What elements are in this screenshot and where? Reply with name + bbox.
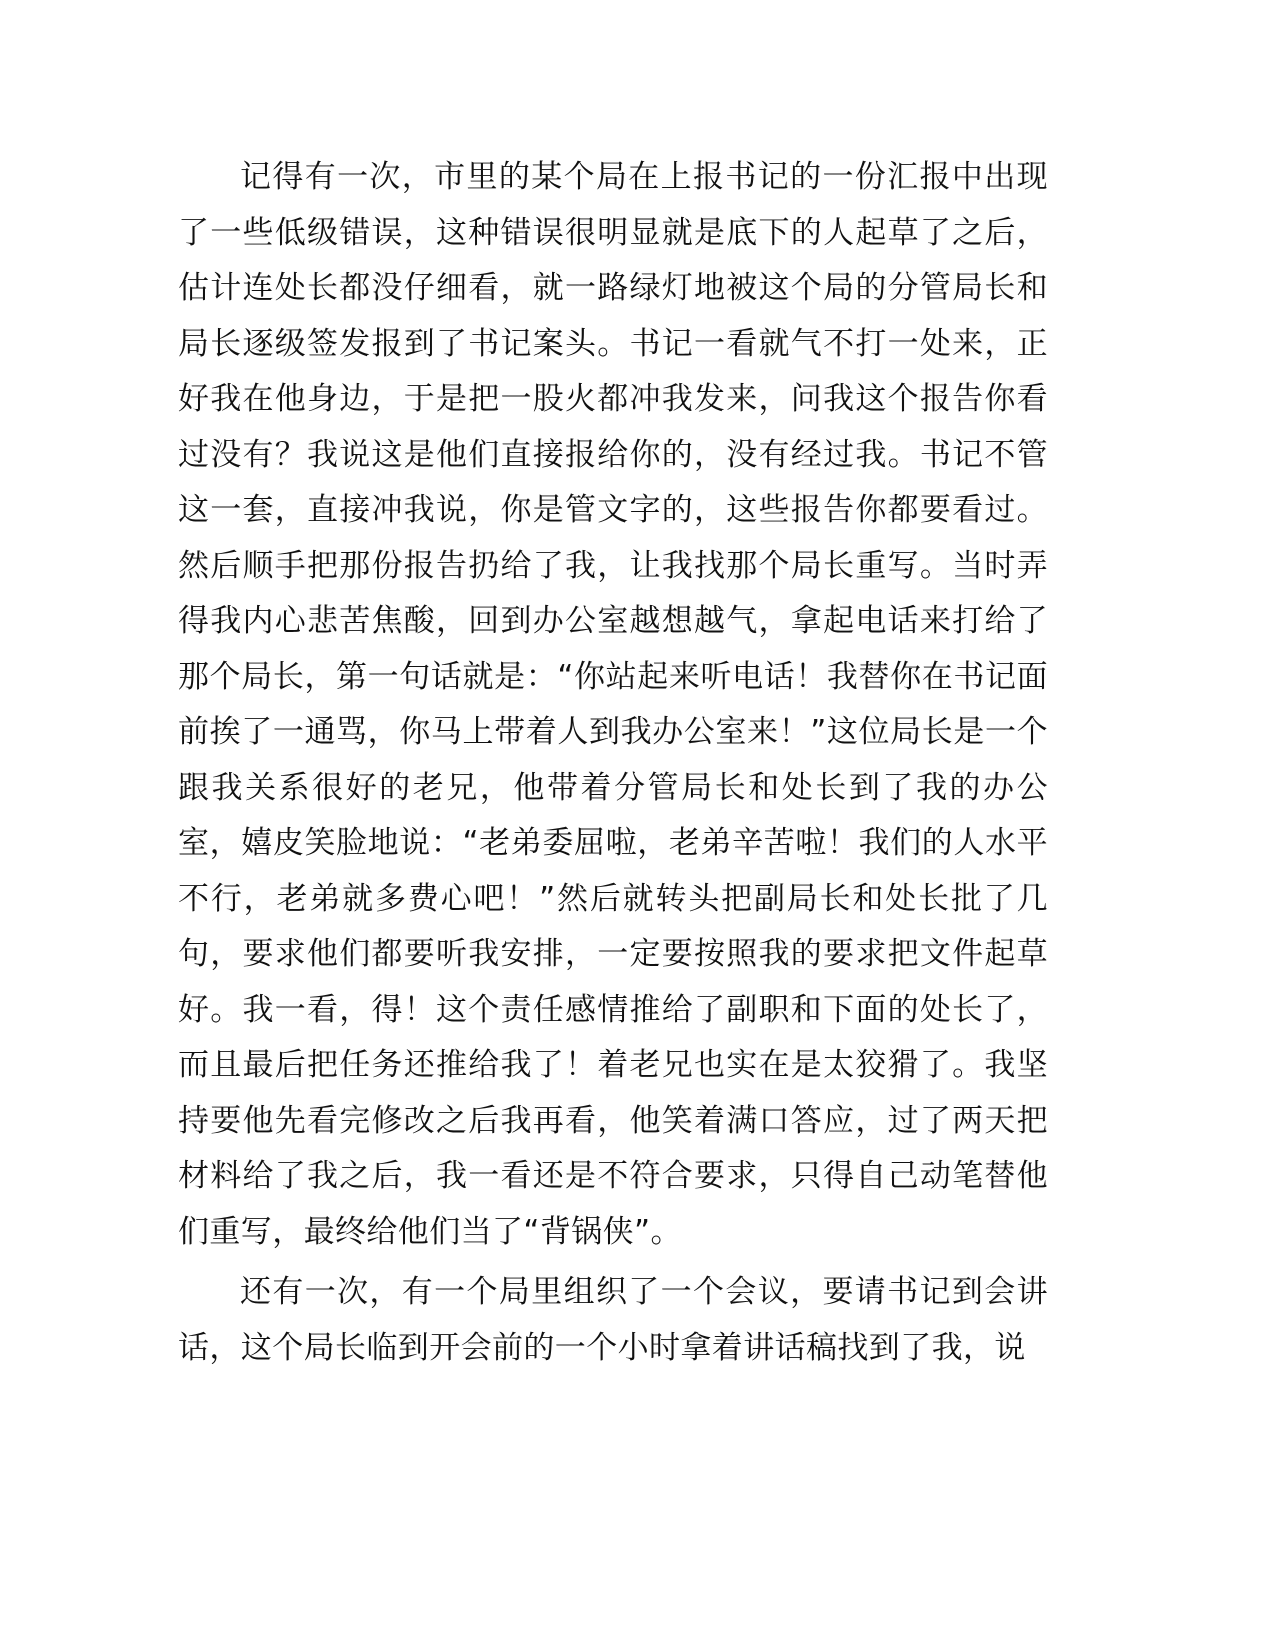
paragraph-2: 还有一次，有一个局里组织了一个会议，要请书记到会讲话，这个局长临到开会前的一个小时拿着讲话稿找到了我，说 (178, 1274, 1048, 1366)
paragraph-1: 记得有一次，市里的某个局在上报书记的一份汇报中出现了一些低级错误，这种错误很明显就是底下的人起草了之后，估计连处长都没仔细看，就一路绿灯地被这个局的分管局长和局长逐级签发报到了书记案头。书记一看就气不打一处来，正好我在他身边，于是把一股火都冲我发来，问我这个报告你看过没有？我说这是他们直接报给你的，没有经过我。书记不管这一套，直接冲我说，你是管文字的，这些报告你都要看过。然后顺手把那份报告扔给了我，让我找那个局长重写。当时弄得我内心悲苦焦酸，回到办公室越想越气，拿起电话来打给了那个局长，第一句话就是：“你站起来听电话！我替你在书记面前挨了一通骂，你马上带着人到我办公室来！”这位局长是一个跟我关系很好的老兄，他带着分管局长和处长到了我的办公室，嬉皮笑脸地说：“老弟委屈啦，老弟辛苦啦！我们的人水平不行，老弟就多费心吧！”然后就转头把副局长和处长批了几句，要求他们都要听我安排，一定要按照我的要求把文件起草好。我一看，得！这个责任感情推给了副职和下面的处长了，而且最后把任务还推给我了！着老兄也实在是太狡猾了。我坚持要他先看完修改之后我再看，他笑着满口答应，过了两天把材料给了我之后，我一看还是不符合要求，只得自己动笔替他们重写，最终给他们当了“背锅侠”。 (178, 159, 1048, 1250)
body-text (178, 150, 1048, 1376)
